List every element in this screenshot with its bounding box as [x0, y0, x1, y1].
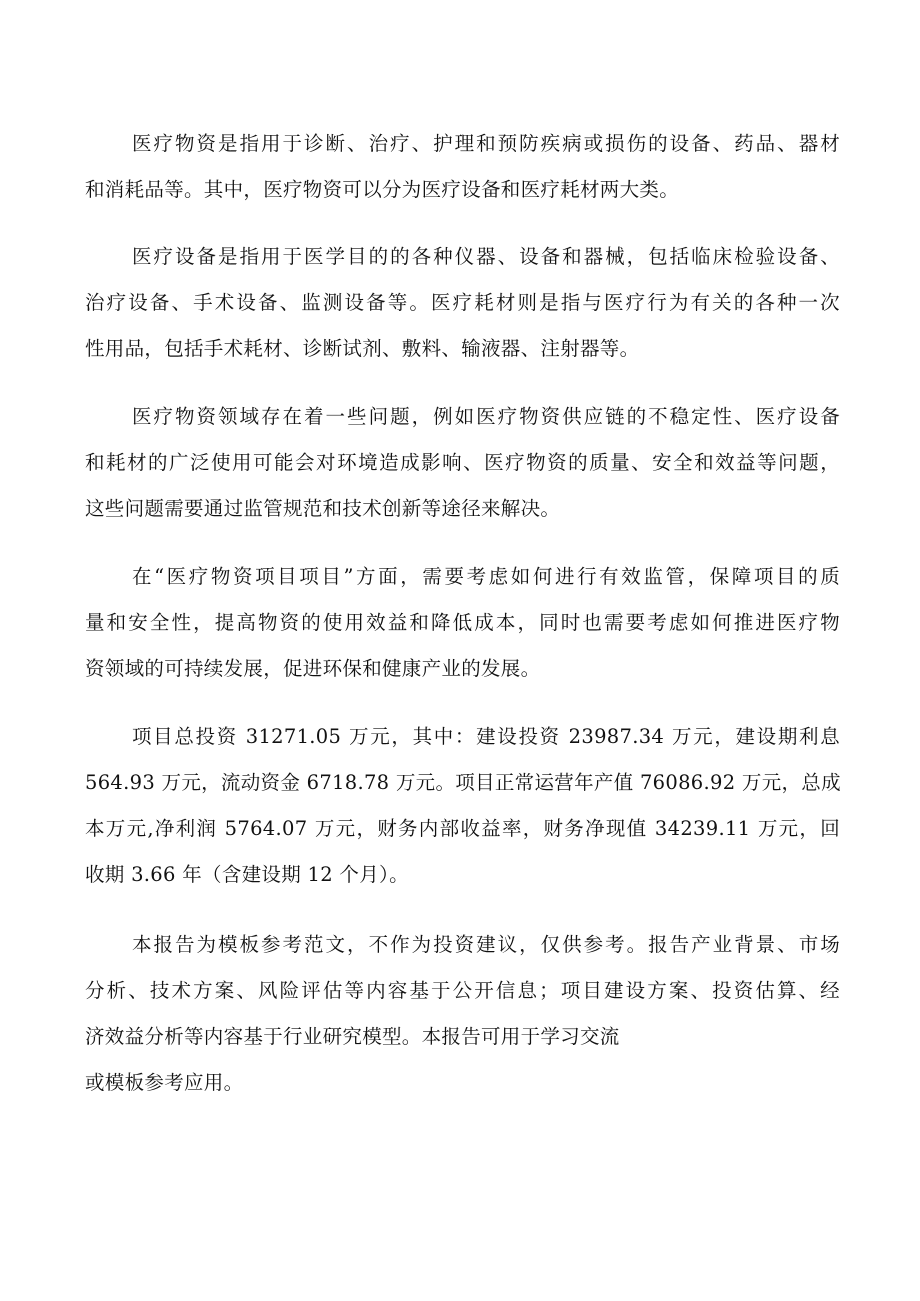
paragraph-intro — [85, 121, 840, 213]
paragraph-project — [85, 554, 840, 692]
text-line: 和消耗品等。其中，医疗物资可以分为医疗设备和医疗耗材两大类。 — [85, 178, 680, 201]
text-line: 项目总投资 31271.05 万元，其中：建设投资 23987.34 万元，建设期利息 — [132, 725, 840, 748]
paragraph-equipment — [85, 234, 840, 372]
text-line: 量和安全性，提高物资的使用效益和降低成本，同时也需要考虑如何推进医疗物 — [85, 611, 840, 634]
paragraph-disclaimer — [85, 922, 840, 1106]
text-line: 本报告为模板参考范文，不作为投资建议，仅供参考。报告产业背景、市场 — [132, 933, 840, 956]
text-line: 564.93 万元，流动资金 6718.78 万元。项目正常运营年产值 76086.92 万元，总成 — [85, 771, 841, 794]
text-line: 医疗物资领域存在着一些问题，例如医疗物资供应链的不稳定性、医疗设备 — [132, 405, 840, 428]
text-line: 性用品，包括手术耗材、诊断试剂、敷料、输液器、注射器等。 — [85, 337, 640, 360]
text-line: 治疗设备、手术设备、监测设备等。医疗耗材则是指与医疗行为有关的各种一次 — [85, 291, 840, 314]
paragraph-issues — [85, 394, 840, 532]
paragraph-investment — [85, 714, 840, 898]
text-line: 济效益分析等内容基于行业研究模型。本报告可用于学习交流 — [85, 1025, 620, 1048]
text-line: 和耗材的广泛使用可能会对环境造成影响、医疗物资的质量、安全和效益等问题， — [85, 451, 840, 474]
text-line: 本万元,净利润 5764.07 万元，财务内部收益率，财务净现值 34239.11 万元，回 — [85, 817, 840, 840]
text-line: 分析、技术方案、风险评估等内容基于公开信息；项目建设方案、投资估算、经 — [85, 979, 840, 1002]
text-line: 这些问题需要通过监管规范和技术创新等途径来解决。 — [85, 497, 561, 520]
text-line: 或模板参考应用。 — [85, 1071, 244, 1094]
text-line: 医疗物资是指用于诊断、治疗、护理和预防疾病或损伤的设备、药品、器材 — [132, 132, 840, 155]
text-line: 医疗设备是指用于医学目的的各种仪器、设备和器械，包括临床检验设备、 — [132, 245, 840, 268]
text-line: 在“医疗物资项目项目”方面，需要考虑如何进行有效监管，保障项目的质 — [132, 565, 840, 588]
text-line: 收期 3.66 年（含建设期 12 个月）。 — [85, 863, 409, 886]
text-line: 资领域的可持续发展，促进环保和健康产业的发展。 — [85, 657, 541, 680]
